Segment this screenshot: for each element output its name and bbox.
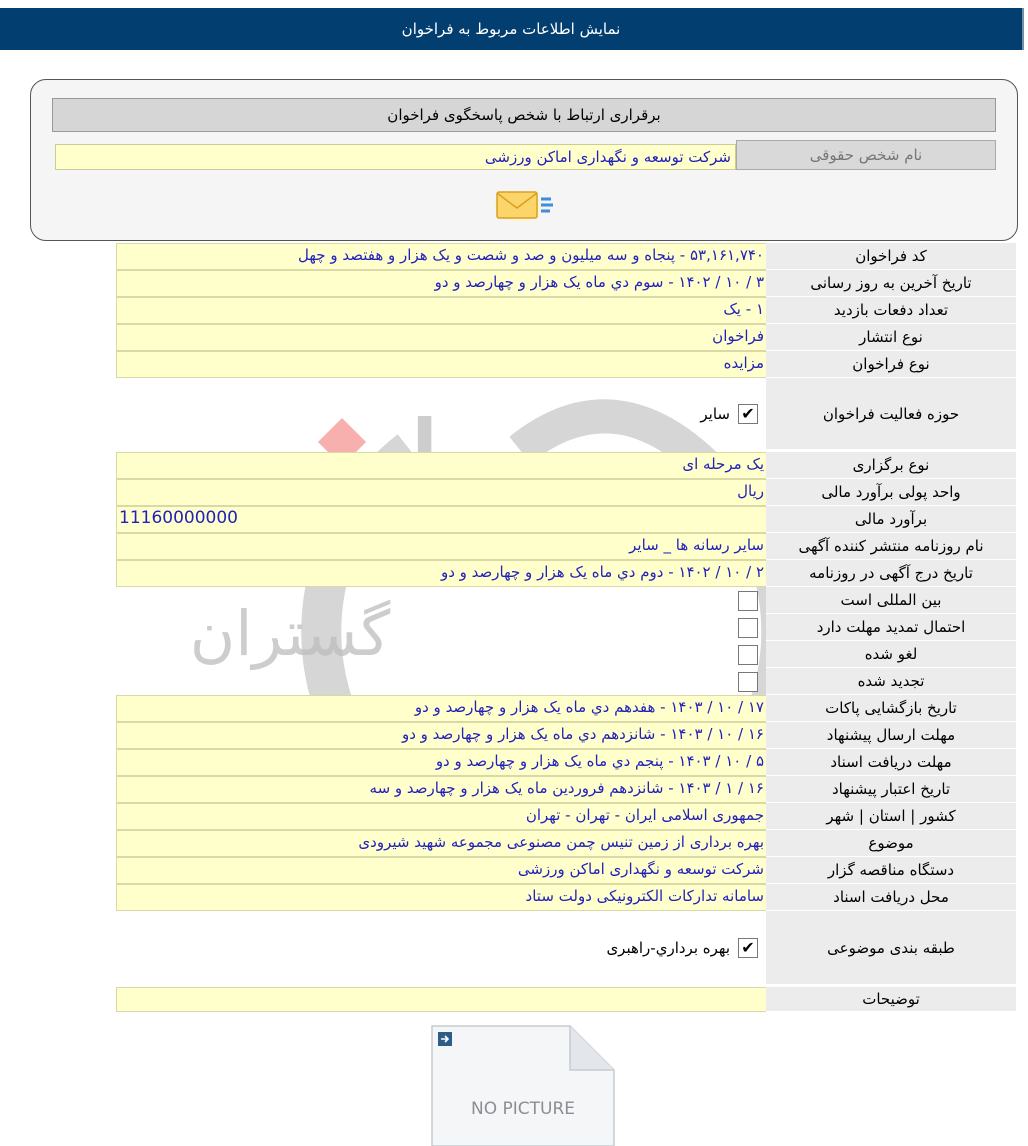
field-notes: [116, 987, 1016, 1012]
cancelled-checkbox[interactable]: [738, 645, 758, 665]
field-location: [116, 803, 1016, 830]
field-international: [116, 587, 1016, 614]
field-validity-date: [116, 776, 1016, 803]
contact-panel: [30, 79, 1018, 241]
field-cancelled: [116, 641, 1016, 668]
field-docs-deadline: [116, 749, 1016, 776]
international-checkbox[interactable]: [738, 591, 758, 611]
field-holding-type: [116, 452, 1016, 479]
legal-entity-label: نام شخص حقوقی: [736, 140, 996, 170]
envelope-icon[interactable]: [493, 187, 555, 223]
field-value: ۱۷ / ۱۰ / ۱۴۰۳ - هفدهم دي ماه یک هزار و چهارصد و دو: [116, 695, 766, 722]
field-call-type: [116, 351, 1016, 378]
renewed-checkbox[interactable]: [738, 672, 758, 692]
field-value: ریال: [116, 479, 766, 506]
field-last-update: [116, 270, 1016, 297]
field-opening-date: [116, 695, 1016, 722]
category-checkbox-row: [116, 911, 766, 985]
legal-entity-value: شرکت توسعه و نگهداری اماکن ورزشی: [55, 144, 736, 170]
field-estimate: [116, 506, 1016, 533]
field-label: برآورد مالی: [766, 506, 1016, 533]
field-label: بین المللی است: [766, 587, 1016, 614]
field-label: تاریخ بازگشایی پاکات: [766, 695, 1016, 722]
field-value: شرکت توسعه و نگهداری اماکن ورزشی: [116, 857, 766, 884]
field-label: تاریخ اعتبار پیشنهاد: [766, 776, 1016, 803]
field-value: ۱ - یک: [116, 297, 766, 324]
field-value: 11160000000: [116, 506, 766, 533]
field-value: فراخوان: [116, 324, 766, 351]
field-label: طبقه بندی موضوعی: [766, 911, 1016, 985]
field-label: محل دریافت اسناد: [766, 884, 1016, 911]
field-label: مهلت ارسال پیشنهاد: [766, 722, 1016, 749]
contact-panel-title: برقراری ارتباط با شخص پاسخگوی فراخوان: [52, 98, 996, 132]
field-value: ۳ / ۱۰ / ۱۴۰۲ - سوم دي ماه یک هزار و چهارصد و دو: [116, 270, 766, 297]
field-value: ۵ / ۱۰ / ۱۴۰۳ - پنجم دي ماه یک هزار و چهارصد و دو: [116, 749, 766, 776]
page-title-bar: [0, 8, 1024, 50]
field-value: [116, 987, 766, 1012]
field-label: تاریخ درج آگهی در روزنامه: [766, 560, 1016, 587]
field-subject: [116, 830, 1016, 857]
field-label: موضوع: [766, 830, 1016, 857]
category-checkbox-label: بهره برداري-راهبری: [606, 939, 730, 957]
field-label: نوع فراخوان: [766, 351, 1016, 378]
field-newspaper: [116, 533, 1016, 560]
field-value: ۲ / ۱۰ / ۱۴۰۲ - دوم دي ماه یک هزار و چهارصد و دو: [116, 560, 766, 587]
activity-checkbox-row: [116, 378, 766, 450]
field-value: سامانه تدارکات الکترونیکی دولت ستاد: [116, 884, 766, 911]
field-value: سایر رسانه ها _ سایر: [116, 533, 766, 560]
field-label: تاریخ آخرین به روز رسانی: [766, 270, 1016, 297]
field-value: جمهوری اسلامی ایران - تهران - تهران: [116, 803, 766, 830]
field-ad-date: [116, 560, 1016, 587]
no-picture-text: NO PICTURE: [470, 1099, 576, 1119]
field-label: حوزه فعالیت فراخوان: [766, 378, 1016, 450]
field-organization: [116, 857, 1016, 884]
field-label: توضیحات: [766, 987, 1016, 1012]
field-publish-type: [116, 324, 1016, 351]
field-label: تعداد دفعات بازدید: [766, 297, 1016, 324]
watermark-sub-text: گستران: [189, 597, 391, 670]
field-label: مهلت دریافت اسناد: [766, 749, 1016, 776]
no-picture-image: [430, 1024, 616, 1146]
category-checkbox[interactable]: ✔: [738, 938, 758, 958]
field-value: ۱۶ / ۱۰ / ۱۴۰۳ - شانزدهم دي ماه یک هزار و چهارصد و دو: [116, 722, 766, 749]
field-renewed: [116, 668, 1016, 695]
field-label: نام روزنامه منتشر کننده آگهی: [766, 533, 1016, 560]
field-label: کد فراخوان: [766, 243, 1016, 270]
field-visit-count: [116, 297, 1016, 324]
field-category: [116, 911, 1016, 985]
field-currency: [116, 479, 1016, 506]
field-value: ۱۶ / ۱ / ۱۴۰۳ - شانزدهم فروردین ماه یک هزار و چهارصد و سه: [116, 776, 766, 803]
field-call-code: [116, 243, 1016, 270]
field-activity-area: [116, 378, 1016, 450]
field-label: احتمال تمدید مهلت دارد: [766, 614, 1016, 641]
field-docs-place: [116, 884, 1016, 911]
field-value: ۵۳,۱۶۱,۷۴۰ - پنجاه و سه میلیون و صد و شصت و یک هزار و هفتصد و چهل: [116, 243, 766, 270]
extension-checkbox[interactable]: [738, 618, 758, 638]
field-label: نوع انتشار: [766, 324, 1016, 351]
field-value: بهره برداری از زمین تنیس چمن مصنوعی مجموعه شهید شیرودی: [116, 830, 766, 857]
activity-checkbox-label: سایر: [700, 405, 730, 423]
field-value: مزایده: [116, 351, 766, 378]
field-label: واحد پولی برآورد مالی: [766, 479, 1016, 506]
field-extension: [116, 614, 1016, 641]
field-label: دستگاه مناقصه گزار: [766, 857, 1016, 884]
field-label: لغو شده: [766, 641, 1016, 668]
field-label: کشور | استان | شهر: [766, 803, 1016, 830]
field-submit-deadline: [116, 722, 1016, 749]
field-value: یک مرحله ای: [116, 452, 766, 479]
field-label: تجدید شده: [766, 668, 1016, 695]
page-title: نمایش اطلاعات مربوط به فراخوان: [401, 20, 621, 38]
activity-checkbox[interactable]: ✔: [738, 404, 758, 424]
field-label: نوع برگزاری: [766, 452, 1016, 479]
